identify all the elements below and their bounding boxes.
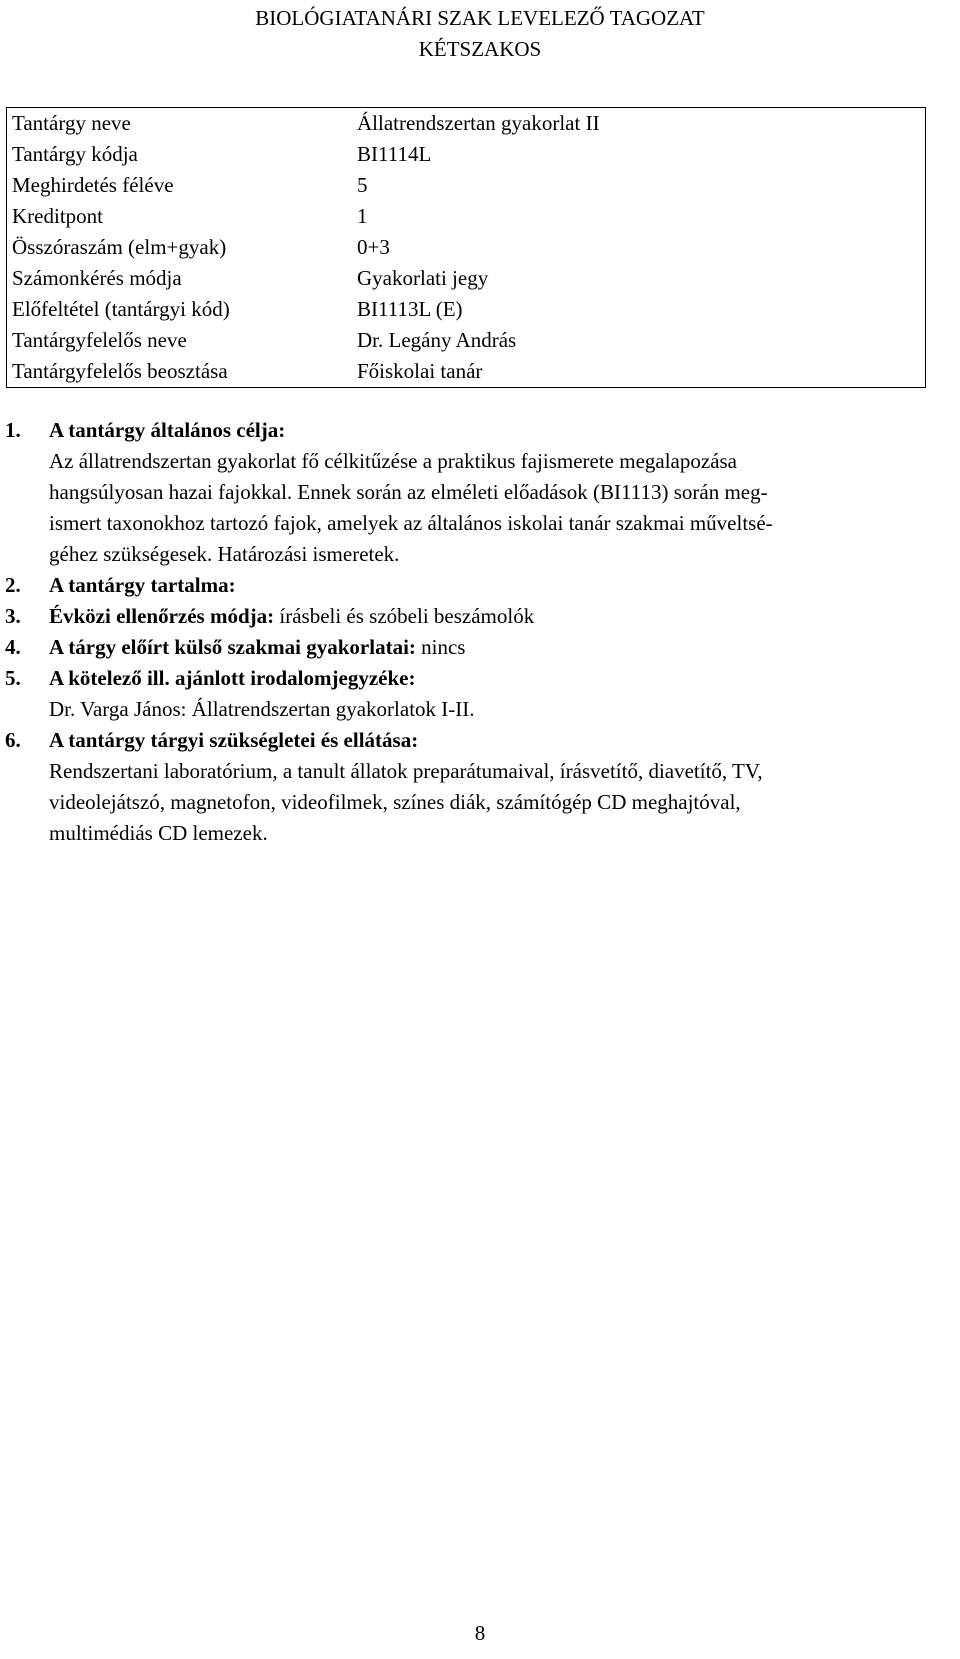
course-sections [5,415,926,849]
section-body-line: ismert taxonokhoz tartozó fajok, amelyek az általános iskolai tanár szakmai műveltsé- [49,511,773,535]
table-row [7,325,926,356]
row-value: Gyakorlati jegy [357,266,489,290]
section-heading [5,632,926,663]
section-number: 3. [5,604,21,628]
section-body-line: hangsúlyosan hazai fajokkal. Ennek során az elméleti előadások (BI1113) során meg- [49,480,768,504]
table-row [7,108,926,140]
page-number: 8 [474,1621,486,1645]
section-heading [5,725,926,756]
row-label: Számonkérés módja [12,266,182,290]
section-body-line: géhez szükségesek. Határozási ismeretek. [49,542,400,566]
section-value: nincs [415,635,466,659]
table-row [7,170,926,201]
section-heading [5,570,926,601]
table-row [7,356,926,388]
row-value: Főiskolai tanár [357,359,483,383]
row-label: Kreditpont [12,204,103,228]
table-row [7,263,926,294]
row-value: 5 [357,173,368,197]
section-body-line: Dr. Varga János: Állatrendszertan gyakorlatok I-II. [49,697,475,721]
row-label: Összóraszám (elm+gyak) [12,235,227,259]
row-value: BI1114L [357,142,432,166]
section-title: A tárgy előírt külső szakmai gyakorlatai: [49,635,416,659]
row-value: 1 [357,204,368,228]
row-value: BI1113L (E) [357,297,463,321]
section-value: írásbeli és szóbeli beszámolók [274,604,535,628]
row-label: Meghirdetés féléve [12,173,174,197]
row-value: Dr. Legány András [357,328,517,352]
row-label: Tantárgy kódja [12,142,138,166]
table-row [7,232,926,263]
section-title: A tantárgy tárgyi szükségletei és ellátása: [49,728,419,752]
table-row [7,201,926,232]
row-label: Tantárgyfelelős beosztása [12,359,228,383]
section-body-line: multimédiás CD lemezek. [49,821,268,845]
section-number: 6. [5,728,21,752]
section-number: 1. [5,418,21,442]
section-title: A kötelező ill. ajánlott irodalomjegyzéke: [49,666,416,690]
section-heading [5,601,926,632]
row-label: Előfeltétel (tantárgyi kód) [12,297,230,321]
section-title: Évközi ellenőrzés módja: [49,604,275,628]
section-number: 5. [5,666,21,690]
table-row [7,294,926,325]
section-number: 4. [5,635,21,659]
row-label: Tantárgy neve [12,111,131,135]
section-number: 2. [5,573,21,597]
table-row [7,139,926,170]
row-value: 0+3 [357,235,390,259]
section-title: A tantárgy általános célja: [49,418,286,442]
section-body-line: Az állatrendszertan gyakorlat fő célkitűzése a praktikus fajismerete megalapozása [49,449,738,473]
section-title: A tantárgy tartalma: [49,573,236,597]
row-label: Tantárgyfelelős neve [12,328,187,352]
document-heading-line2: KÉTSZAKOS [418,37,542,61]
row-value: Állatrendszertan gyakorlat II [357,111,600,135]
section-heading [5,663,926,694]
section-body-line: videolejátszó, magnetofon, videofilmek, színes diák, számítógép CD meghajtóval, [49,790,741,814]
section-body-line: Rendszertani laboratórium, a tanult állatok preparátumaival, írásvetítő, diavetítő, TV, [49,759,763,783]
course-info-table [6,107,926,388]
section-heading [5,415,926,446]
document-heading-line1: BIOLÓGIATANÁRI SZAK LEVELEZŐ TAGOZAT [255,6,705,30]
